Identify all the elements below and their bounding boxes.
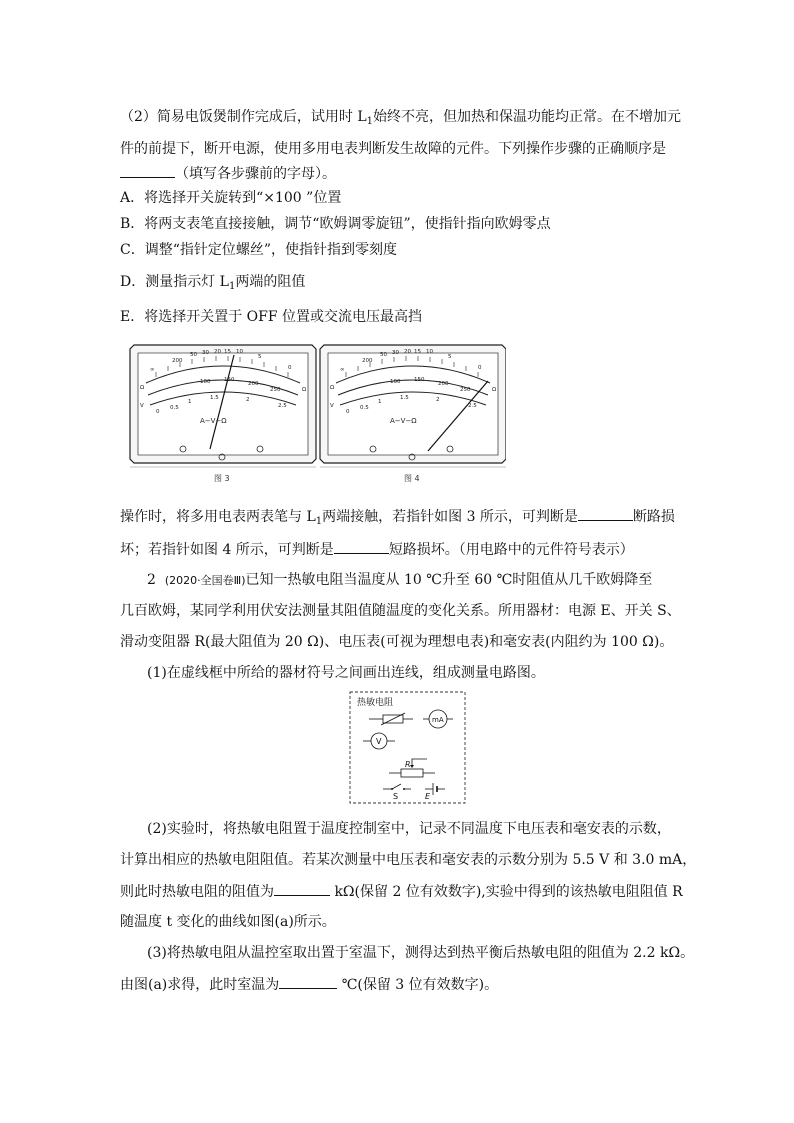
svg-text:50: 50 [190, 352, 197, 358]
option-text: D．测量指示灯 L [120, 274, 229, 290]
circuit-component-box [349, 691, 466, 804]
q2-line1 [120, 107, 681, 127]
circuit-svg [349, 691, 466, 804]
svg-text:20: 20 [404, 349, 411, 355]
option-a: A．将选择开关旋转到“×100 ”位置 [120, 190, 342, 206]
milliammeter-icon [423, 710, 453, 728]
body-text: 短路损坏。（用电路中的元件符号表示） [388, 542, 634, 558]
q3-part2-line4: 随温度 t 变化的曲线如图(a)所示。 [120, 914, 336, 930]
q3-line3: 滑动变阻器 R(最大阻值为 20 Ω)、电压表(可视为理想电表)和毫安表(内阻约为 100 Ω)。 [120, 634, 674, 650]
q2-text: （填写各步骤前的字母）。 [175, 166, 336, 182]
svg-text:100: 100 [390, 379, 401, 385]
svg-text:15: 15 [224, 349, 231, 355]
svg-text:2: 2 [436, 397, 440, 403]
option-text: 两端的阻值 [235, 274, 306, 290]
svg-text:0.5: 0.5 [170, 405, 179, 411]
option-e: E．将选择开关置于 OFF 位置或交流电压最高挡 [120, 309, 423, 325]
svg-text:∞: ∞ [150, 367, 155, 373]
svg-text:30: 30 [202, 350, 209, 356]
svg-text:1: 1 [378, 399, 382, 405]
body-text: 坏；若指针如图 4 所示，可判断是 [120, 542, 334, 558]
svg-text:mA: mA [432, 716, 444, 724]
meter-fig4 [320, 345, 506, 483]
battery-icon [425, 783, 445, 801]
body-text: 操作时，将多用电表两表笔与 L [120, 509, 316, 525]
svg-text:10: 10 [236, 349, 243, 355]
q3-part3-line1: (3)将热敏电阻从温控室取出置于室温下，测得达到热平衡后热敏电阻的阻值为 2.2 kΩ。 [147, 945, 695, 961]
q3-line1 [147, 570, 652, 591]
q2-line3 [120, 163, 336, 184]
q2-line2: 件的前提下，断开电源，使用多用电表判断发生故障的元件。下列操作步骤的正确顺序是 [120, 141, 666, 157]
svg-text:V: V [140, 403, 144, 409]
svg-text:0: 0 [478, 365, 482, 371]
svg-text:2.5: 2.5 [278, 403, 287, 409]
meter-figures-svg [128, 341, 506, 486]
thermistor-label: 热敏电阻 [357, 698, 394, 708]
meter-figures [128, 341, 506, 486]
option-c: C．调整“指针定位螺丝”，使指针指到零刻度 [120, 242, 398, 258]
body-text: 则此时热敏电阻的阻值为 [120, 884, 274, 900]
body-text: 由图(a)求得，此时室温为 [120, 977, 280, 993]
q2-text: 始终不亮，但加热和保温功能均正常。在不增加元 [373, 109, 682, 125]
svg-text:200: 200 [248, 381, 259, 387]
question-source: (2020·全国卷Ⅲ) [164, 574, 246, 587]
meter-fig3 [130, 345, 316, 483]
svg-text:2.5: 2.5 [468, 403, 477, 409]
svg-text:150: 150 [224, 377, 235, 383]
after-fig-line1 [120, 506, 675, 527]
subscript: 1 [366, 116, 374, 127]
body-text: kΩ(保留 2 位有效数字),实验中得到的该热敏电阻阻值 R [334, 884, 683, 900]
svg-text:Ω: Ω [330, 385, 335, 391]
svg-text:Ω: Ω [492, 387, 497, 393]
svg-text:100: 100 [200, 379, 211, 385]
body-text: 两端接触，若指针如图 3 所示，可判断是 [322, 509, 578, 525]
svg-text:Ω: Ω [140, 385, 145, 391]
svg-text:50: 50 [380, 352, 387, 358]
svg-text:0: 0 [346, 409, 350, 415]
switch-icon [383, 784, 411, 801]
svg-text:Ω: Ω [302, 387, 307, 393]
svg-text:1: 1 [188, 399, 192, 405]
subscript: 1 [228, 281, 236, 292]
after-fig-line2 [120, 539, 634, 560]
q3-part1: (1)在虚线框中所给的器材符号之间画出连线，组成测量电路图。 [147, 665, 545, 681]
answer-blank[interactable] [279, 974, 337, 989]
option-b: B．将两支表笔直接接触，调节“欧姆调零旋钮”，使指针指向欧姆零点 [120, 216, 551, 232]
svg-text:0: 0 [156, 409, 160, 415]
svg-text:∞: ∞ [340, 367, 345, 373]
rheostat-icon [389, 759, 435, 777]
svg-text:200: 200 [172, 358, 183, 364]
q3-part2-line1: (2)实验时，将热敏电阻置于温度控制室中，记录不同温度下电压表和毫安表的示数， [147, 821, 671, 837]
svg-text:250: 250 [460, 387, 471, 393]
figure-4-caption: 图 4 [404, 474, 420, 483]
svg-text:E: E [425, 792, 431, 801]
svg-text:R: R [405, 760, 411, 769]
svg-text:150: 150 [414, 377, 425, 383]
svg-text:200: 200 [362, 358, 373, 364]
answer-blank[interactable] [578, 506, 633, 521]
svg-text:200: 200 [438, 381, 449, 387]
svg-text:1.5: 1.5 [400, 395, 409, 401]
svg-text:0: 0 [288, 365, 292, 371]
figure-3-caption: 图 3 [214, 474, 230, 483]
svg-text:250: 250 [270, 387, 281, 393]
svg-text:5: 5 [258, 354, 262, 360]
svg-text:10: 10 [426, 349, 433, 355]
answer-blank[interactable] [334, 539, 389, 554]
body-text: ℃(保留 3 位有效数字)。 [341, 977, 499, 993]
answer-blank[interactable] [274, 881, 330, 896]
svg-text:15: 15 [414, 349, 421, 355]
svg-text:0.5: 0.5 [360, 405, 369, 411]
thermistor-icon [369, 713, 413, 725]
body-text: 已知一热敏电阻当温度从 10 ℃升至 60 ℃时阻值从几千欧姆降至 [245, 572, 653, 588]
meter-label: A−V−Ω [390, 417, 417, 425]
answer-blank[interactable] [120, 163, 175, 178]
subscript: 1 [315, 516, 323, 527]
svg-text:S: S [393, 792, 399, 801]
svg-text:V: V [376, 737, 382, 746]
meter-label: A−V−Ω [200, 417, 227, 425]
q2-text: （2）简易电饭煲制作完成后，试用时 L [120, 109, 367, 125]
svg-text:30: 30 [392, 350, 399, 356]
svg-text:V: V [330, 403, 334, 409]
body-text: 断路损 [632, 509, 675, 525]
svg-text:5: 5 [448, 354, 452, 360]
q3-line2: 几百欧姆，某同学利用伏安法测量其阻值随温度的变化关系。所用器材：电源 E、开关 S、 [120, 603, 681, 619]
q3-part2-line2: 计算出相应的热敏电阻阻值。若某次测量中电压表和毫安表的示数分别为 5.5 V 和 3.0 mA， [120, 852, 697, 868]
option-d [120, 272, 305, 292]
question-number: 2 [147, 572, 156, 588]
voltmeter-icon [363, 733, 395, 749]
q3-part2-line3 [120, 881, 683, 902]
svg-text:20: 20 [214, 349, 221, 355]
q3-part3-line2 [120, 974, 498, 995]
svg-text:1.5: 1.5 [210, 395, 219, 401]
svg-text:2: 2 [246, 397, 250, 403]
